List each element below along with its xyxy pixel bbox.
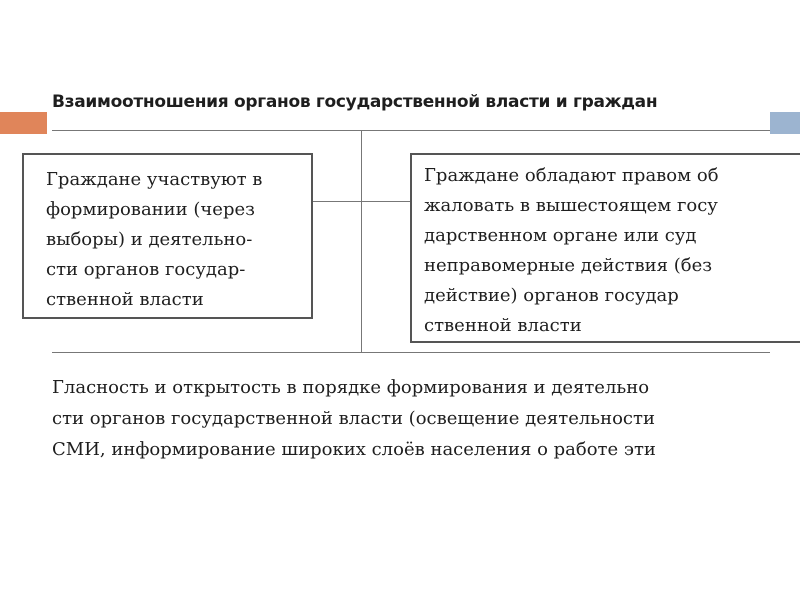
left-box [22,153,313,319]
connector-line-right [361,201,410,202]
connector-line-left [313,201,361,202]
right-box [410,153,800,343]
bottom-horizontal-line [52,352,770,353]
right-box-text: Граждане обладают правом об жаловать в вышестоящем госу дарственном органе или суд неправомерные действия (без действие) органов государ ственной власти [424,165,719,336]
center-vertical-line [361,130,362,352]
left-box-text: Граждане участвуют в формировании (через выборы) и деятельно- сти органов государ- ственной власти [46,169,263,310]
diagram-title: Взаимоотношения органов государственной власти и граждан [52,92,658,112]
top-horizontal-line [52,130,770,131]
bottom-text: Гласность и открытость в порядке формирования и деятельно сти органов государственной власти (освещение деятельности СМИ, информирование широких слоёв населения о работе эти [52,377,656,460]
blue-accent-bar [770,112,800,134]
orange-accent-bar [0,112,47,134]
